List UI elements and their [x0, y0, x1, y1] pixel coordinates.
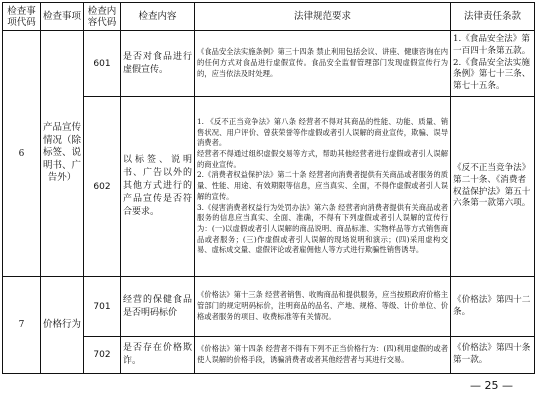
- law-701: 《价格法》第十三条 经营者销售、收购商品和提供服务，应当按照政府价格主管部门的规定明码标价，注明商品的品名、产地、规格、等级、计价单位、价格或者服务的项目、收费标准等有关情况。: [195, 277, 451, 337]
- header-content-code: 检查内容代码: [84, 3, 121, 31]
- header-law-requirements: 法律规范要求: [195, 3, 451, 31]
- table-row-601: [3, 31, 535, 97]
- law-602-clause-1: 1. 《反不正当竞争法》第八条 经营者不得对其商品的性能、功能、质量、销售状况、用户评价、曾获荣誉等作虚假或者引人误解的商业宣传，欺骗、误导消费者。: [197, 116, 448, 148]
- liability-601: 1.《食品安全法》第一百四十条第五款。2.《食品安全法实施条例》第七十三条、第七十五条。: [451, 31, 535, 97]
- content-602: 以标签、说明书、广告以外的其他方式进行的产品宣传是否符合要求。: [121, 97, 195, 277]
- law-602-clause-1b: 经营者不得通过组织虚假交易等方式，帮助其他经营者进行虚假或者引人误解的商业宣传。: [197, 149, 448, 169]
- item-code-6: 6: [3, 31, 41, 277]
- content-701: 经营的保健食品是否明码标价: [121, 277, 195, 337]
- content-code-702: 702: [84, 337, 121, 374]
- header-item: 检查事项: [41, 3, 84, 31]
- law-602: [195, 97, 451, 277]
- content-code-602: 602: [84, 97, 121, 277]
- inspection-table: [2, 2, 535, 374]
- header-liability-clauses: 法律责任条款: [451, 3, 535, 31]
- content-code-701: 701: [84, 277, 121, 337]
- header-row: [3, 3, 535, 31]
- liability-701: 《价格法》第四十二条。: [451, 277, 535, 337]
- item-name-product-promotion: 产品宣传情况（除标签、说明书、广告外）: [41, 31, 84, 277]
- header-item-code: 检查事项代码: [3, 3, 41, 31]
- law-602-clause-3: 3.《侵害消费者权益行为处罚办法》第六条 经营者向消费者提供有关商品或者服务的信息应当真实、全面、准确，不得有下列虚假或者引人误解的宣传行为：(一)以虚假或者引人误解的商品说明、商品标准、实物样品等方式销售商品或者服务；(三)作虚假或者引人误解的现场说明和演示；(四)采用虚构交易、虚标成交量、虚假评论或者雇佣他人等方式进行欺骗性销售诱导。: [197, 202, 448, 255]
- law-702: 《价格法》第十四条 经营者不得有下列不正当价格行为：(四)利用虚假的或者使人误解的价格手段，诱骗消费者或者其他经营者与其进行交易。: [195, 337, 451, 374]
- table-row-701: [3, 277, 535, 337]
- liability-602: 《反不正当竞争法》第二十条、《消费者权益保护法》第五十六条第一款第六项。: [451, 97, 535, 277]
- law-602-clause-2: 2.《消费者权益保护法》第二十条 经营者向消费者提供有关商品或者服务的质量、性能、用途、有效期限等信息，应当真实、全面，不得作虚假或者引人误解的宣传。: [197, 170, 448, 201]
- page-number: — 25 —: [470, 379, 513, 392]
- content-code-601: 601: [84, 31, 121, 97]
- item-name-price-behavior: 价格行为: [41, 277, 84, 374]
- header-content: 检查内容: [121, 3, 195, 31]
- content-601: 是否对食品进行虚假宣传。: [121, 31, 195, 97]
- law-601: 《食品安全法实施条例》第三十四条 禁止利用包括会议、讲座、健康咨询在内的任何方式对食品进行虚假宣传。食品安全监督管理部门发现虚假宣传行为的，应当依法及时处理。: [195, 31, 451, 97]
- liability-702: 《价格法》第四十条第一款。: [451, 337, 535, 374]
- item-code-7: 7: [3, 277, 41, 374]
- content-702: 是否存在价格欺诈。: [121, 337, 195, 374]
